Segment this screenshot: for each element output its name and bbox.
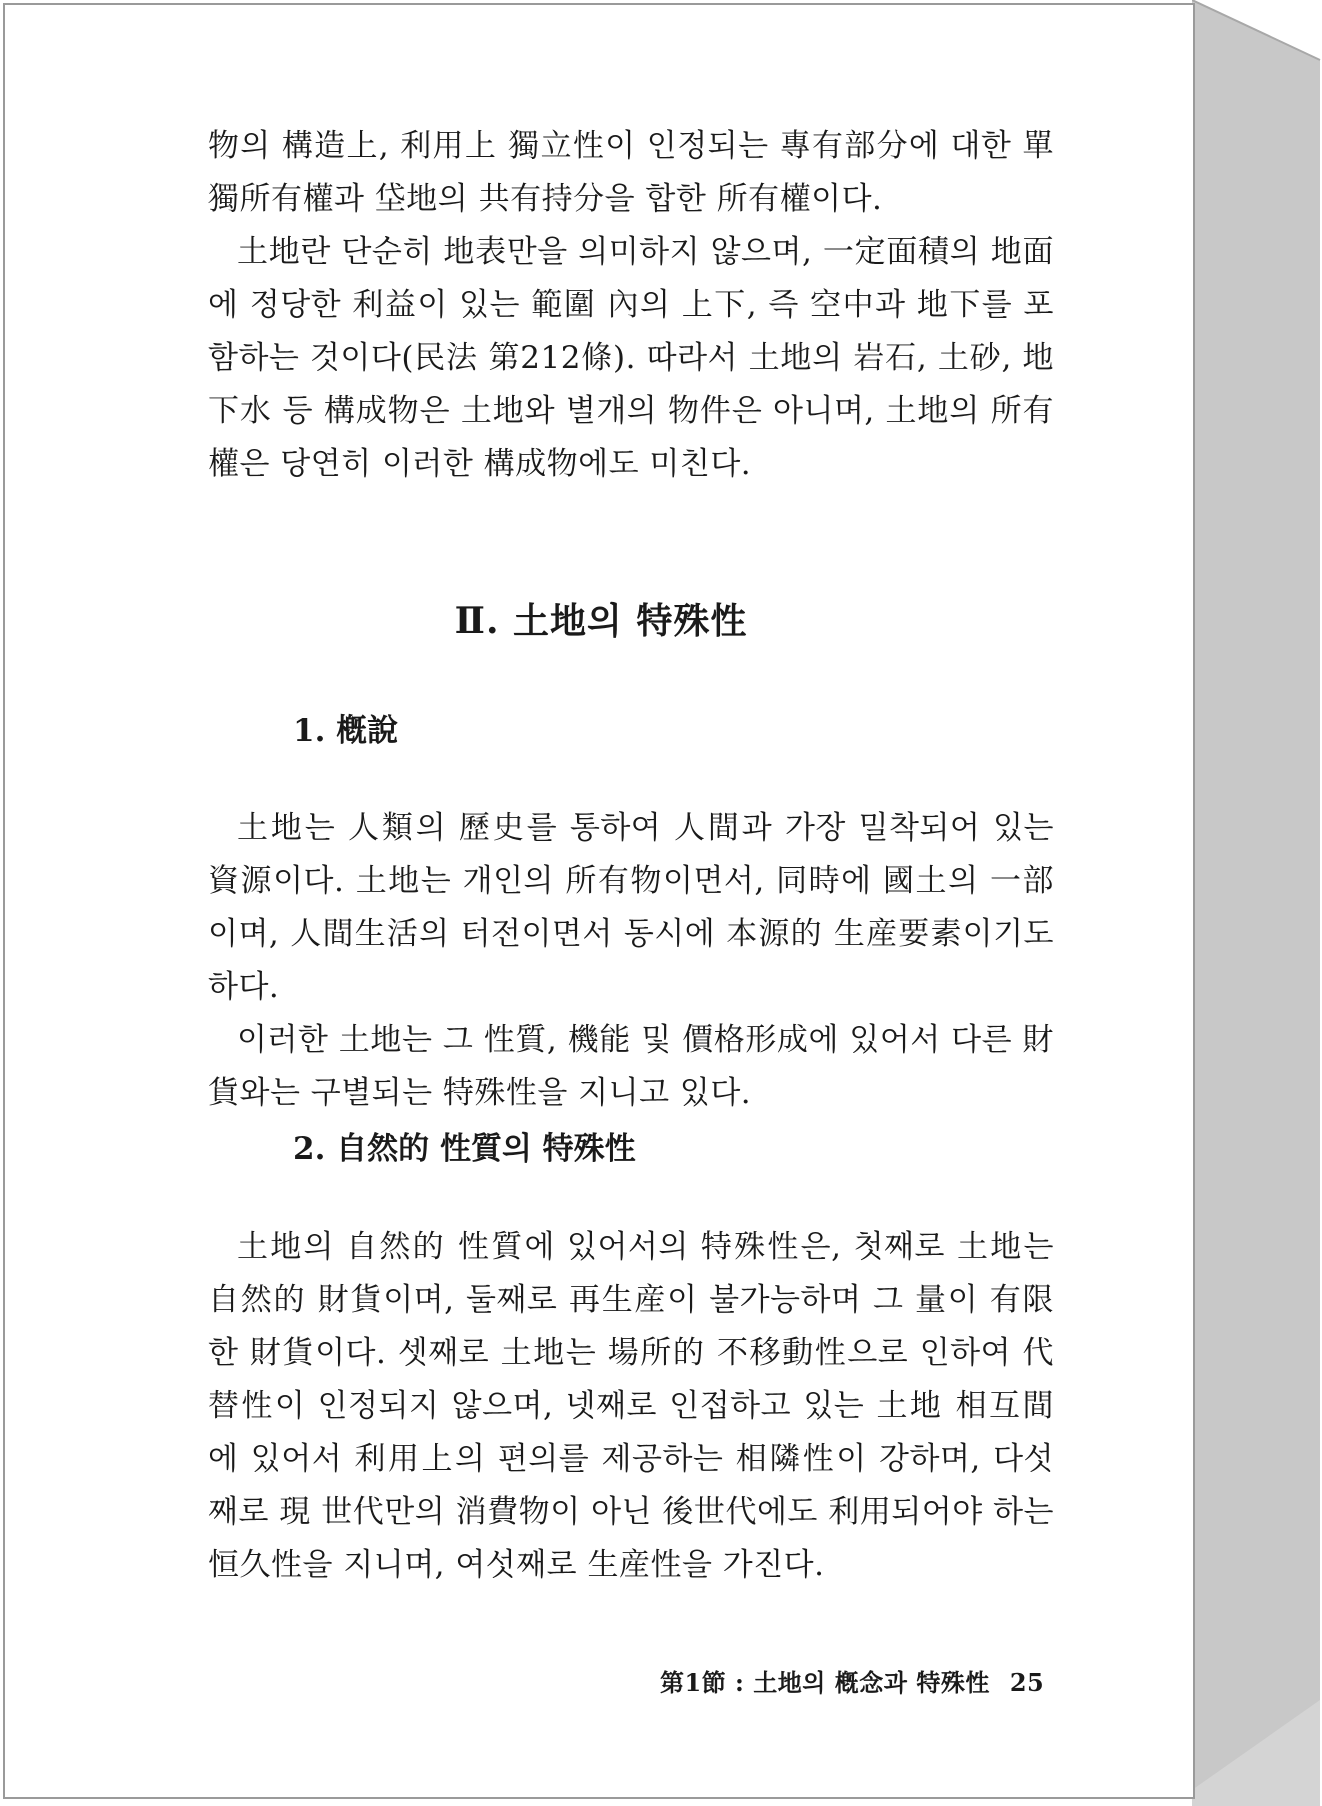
subsection-1-text [208,802,1054,1120]
subsection-2-paragraph-1: 土地의 自然的 性質에 있어서의 特殊性은, 첫째로 土地는 自然的 財貨이며, 둘째로 再生産이 불가능하며 그 量이 有限한 財貨이다. 셋째로 土地는 場所的 不移動性으로 인하여 代替性이 인정되지 않으며, 넷째로 인접하고 있는 土地 相互間에 있어서 利用上의 편의를 제공하는 相隣性이 강하며, 다섯째로 現 世代만의 消費物이 아닌 後世代에도 利用되어야 하는 恒久性을 지니며, 여섯째로 生産性을 가진다. [208,1229,1054,1583]
page-stack-edge [1192,0,1322,1806]
running-head: 第1節 : 土地의 槪念과 特殊性 [660,1668,990,1697]
section-heading: Ⅱ. 土地의 特殊性 [454,600,748,642]
page-footer [660,1663,1044,1698]
intro-text [208,120,1054,491]
subsection-2-heading: 2. 自然的 性質의 特殊性 [293,1131,636,1167]
subsection-1-paragraph-2: 이러한 土地는 그 性質, 機能 및 價格形成에 있어서 다른 財貨와는 구별되는 特殊性을 지니고 있다. [208,1022,1054,1111]
book-page [3,3,1195,1799]
page-number: 25 [1009,1668,1045,1697]
subsection-1-heading: 1. 槪說 [293,713,399,749]
subsection-2-text [208,1221,1054,1592]
intro-paragraph-1: 物의 構造上, 利用上 獨立性이 인정되는 專有部分에 대한 單獨所有權과 垈地의 共有持分을 합한 所有權이다. [208,128,1054,217]
intro-paragraph-2: 土地란 단순히 地表만을 의미하지 않으며, 一定面積의 地面에 정당한 利益이 있는 範圍 內의 上下, 즉 空中과 地下를 포함하는 것이다(民法 第212條). 따라서 土地의 岩石, 土砂, 地下水 등 構成物은 土地와 별개의 物件은 아니며, 土地의 所有權은 당연히 이러한 構成物에도 미친다. [208,234,1054,482]
subsection-1-paragraph-1: 土地는 人類의 歷史를 통하여 人間과 가장 밀착되어 있는 資源이다. 土地는 개인의 所有物이면서, 同時에 國土의 一部이며, 人間生活의 터전이면서 동시에 本源的 生産要素이기도 하다. [208,810,1054,1005]
